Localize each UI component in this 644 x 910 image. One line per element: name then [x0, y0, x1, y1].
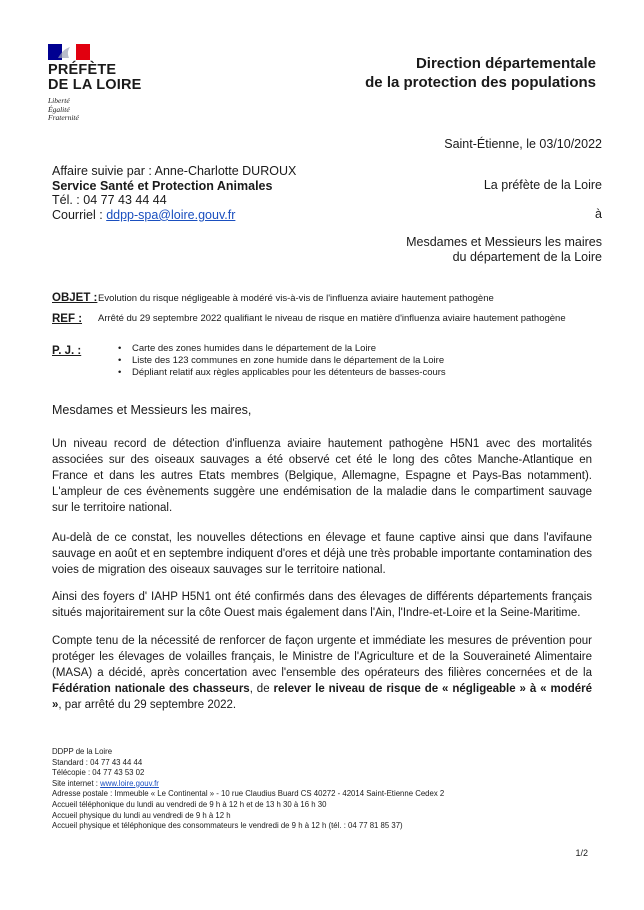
issuing-direction [365, 54, 596, 92]
motto-fraternite: Fraternité [48, 113, 79, 122]
prefecture-name-line1: PRÉFÈTE [48, 62, 117, 78]
ref-text: Arrêté du 29 septembre 2022 qualifiant le niveau de risque en matière d'influenza aviaire hautement pathogène [98, 313, 566, 324]
case-officer: Affaire suivie par : Anne-Charlotte DUROUX [52, 164, 297, 178]
prefecture-name-line2: DE LA LOIRE [48, 77, 142, 93]
page-number: 1/2 [575, 848, 588, 858]
direction-line1: Direction départementale [415, 55, 596, 72]
attachment-item: • Carte des zones humides dans le département de la Loire [118, 343, 446, 355]
paragraph-3: Ainsi des foyers d' IAHP H5N1 ont été confirmés dans des élevages de différents départements français situés majoritairement sur la côte Ouest mais également dans l'Ain, l'Indre-et-Loire et la Seine-Maritime. [52, 591, 592, 619]
footer-website-link[interactable]: www.loire.gouv.fr [100, 778, 159, 788]
recipient-to: à [595, 207, 602, 221]
marianne-flag-logo [48, 44, 90, 60]
letter-date: Saint-Étienne, le 03/10/2022 [444, 137, 602, 151]
attachments-label: P. J. : [52, 345, 82, 357]
sender-title: La préfète de la Loire [483, 178, 602, 192]
footer-website-label: Site internet : [52, 778, 101, 788]
contact-block [52, 164, 296, 222]
contact-email-line [52, 208, 296, 223]
service-name: Service Santé et Protection Animales [52, 178, 273, 193]
motto-liberte: Liberté [48, 96, 70, 105]
prefecture-name [48, 63, 142, 93]
footer-website-line [52, 779, 444, 790]
objet-text: Evolution du risque négligeable à modéré vis-à-vis de l'influenza aviaire hautement pathogène [98, 293, 494, 304]
direction-line2: de la protection des populations [365, 74, 596, 91]
recipient-block [406, 235, 602, 265]
salutation: Mesdames et Messieurs les maires, [52, 403, 252, 417]
footer-phone-hours: Accueil téléphonique du lundi au vendredi de 9 h à 12 h et de 13 h 30 à 16 h 30 [52, 799, 327, 809]
paragraph-1: Un niveau record de détection d'influenza aviaire hautement pathogène H5N1 avec des mortalités associées sur des oiseaux sauvages a été observé cet été le long des côtes Manche-Atlantique en France et dans les autres Etats membres (Belgique, Allemagne, Espagne et Pays-Bas notamment). L'ampleur de ces évènements suggère une endémisation de la maladie dans le compartiment sauvage sur le territoire national. [52, 438, 592, 514]
footer-fax: Télécopie : 04 77 43 53 02 [52, 768, 145, 778]
recipient-line1: Mesdames et Messieurs les maires [406, 235, 602, 249]
paragraph-4-federation: Fédération nationale des chasseurs [52, 683, 250, 695]
footer-org: DDPP de la Loire [52, 747, 113, 756]
objet-label: OBJET : [52, 292, 98, 304]
footer-address: Adresse postale : Immeuble « Le Continental » - 10 rue Claudius Buard CS 40272 - 42014 Saint-Etienne Cedex 2 [52, 789, 445, 799]
republic-motto [48, 97, 79, 123]
paragraph-4-start: Compte tenu de la nécessité de renforcer de façon urgente et immédiate les mesures de prévention pour protéger les élevages de volailles français, le Ministre de l'Agriculture et de la Souveraineté Alimentaire (MASA) a décidé, après concertation avec l'ensemble des opérateurs des filières concernées et de la [52, 635, 592, 679]
motto-egalite: Égalité [48, 104, 70, 114]
ref-label: REF : [52, 313, 83, 325]
footer-visit-hours: Accueil physique du lundi au vendredi de 9 h à 12 h [52, 810, 231, 820]
email-label: Courriel : [52, 207, 107, 222]
paragraph-4 [52, 633, 592, 713]
attachments-list [118, 343, 446, 379]
paragraph-4-risk-level: relever le niveau de risque de « négligeable » à « modéré » [52, 683, 592, 711]
footer-contact [52, 747, 444, 832]
paragraph-2: Au-delà de ce constat, les nouvelles détections en élevage et faune captive ainsi que dans l'avifaune sauvage en août et en septembre indiquent d'ores et déjà une très probable importante contamination des voies de migration des oiseaux sauvages sur le territoire national. [52, 532, 592, 576]
contact-phone: Tél. : 04 77 43 44 44 [52, 193, 167, 208]
footer-standard: Standard : 04 77 43 44 44 [52, 757, 143, 767]
paragraph-4-end: , par arrêté du 29 septembre 2022. [58, 699, 237, 711]
recipient-line2: du département de la Loire [452, 250, 602, 264]
paragraph-4-mid: , de [249, 683, 274, 695]
footer-consumer-hours: Accueil physique et téléphonique des consommateurs le vendredi de 9 h à 12 h (tél. : 04 77 81 85 37) [52, 821, 403, 831]
attachment-item: • Liste des 123 communes en zone humide dans le département de la Loire [118, 355, 446, 367]
email-link[interactable]: ddpp-spa@loire.gouv.fr [106, 207, 236, 222]
attachment-item: • Dépliant relatif aux règles applicables pour les détenteurs de basses-cours [118, 367, 446, 379]
